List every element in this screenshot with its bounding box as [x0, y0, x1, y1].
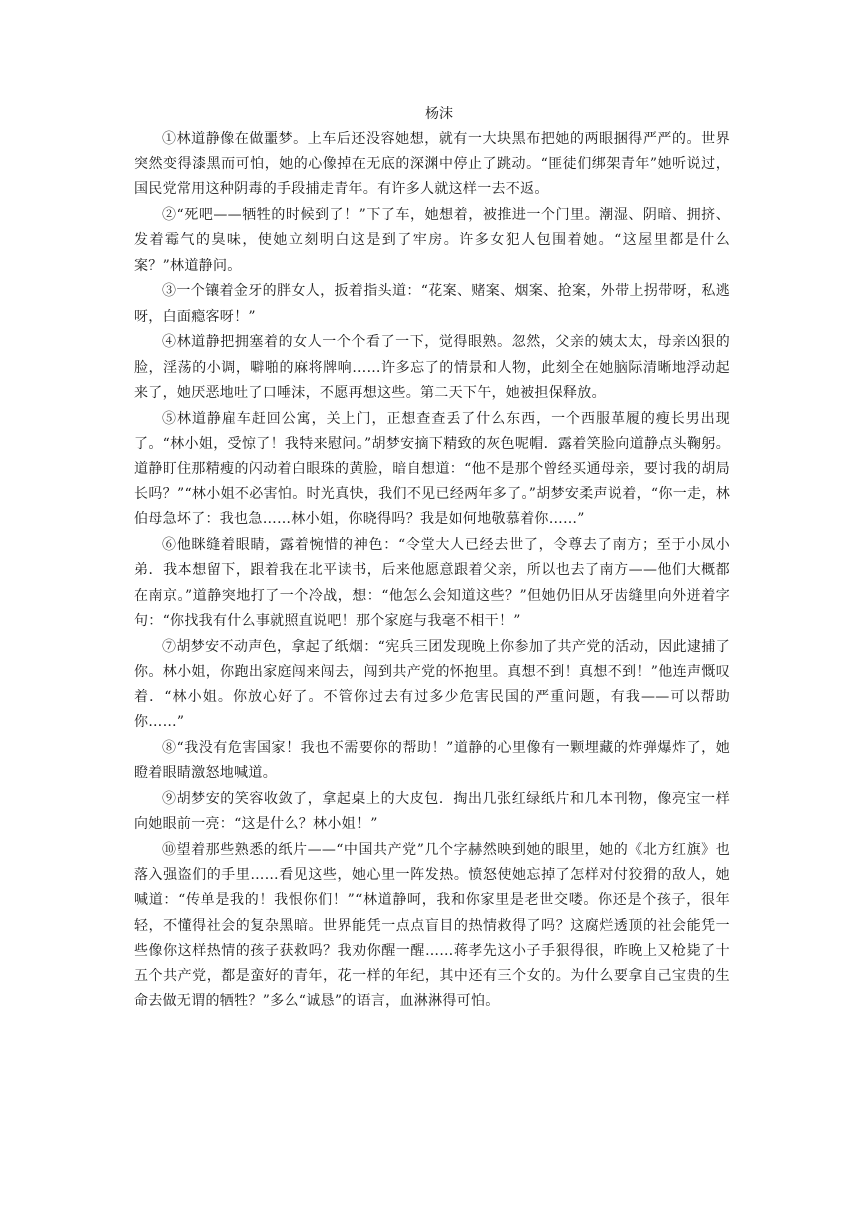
- paragraph-4: ④林道静把拥塞着的女人一个个看了一下，觉得眼熟。忽然，父亲的姨太太，母亲凶狠的脸，淫荡的小调，噼啪的麻将牌响……许多忘了的情景和人物，此刻全在她脑际清晰地浮动起来了，她厌恶地吐了口唾沫，不愿再想这些。第二天下午，她被担保释放。: [134, 334, 730, 401]
- paragraph-6: ⑥他眯缝着眼睛，露着惋惜的神色：“令堂大人已经去世了，令尊去了南方；至于小凤小弟．我本想留下，跟着我在北平读书，后来他愿意跟着父亲，所以也去了南方——他们大概都在南京。”道静突地打了一个冷战，想：“他怎么会知道这些？”但她仍旧从牙齿缝里向外迸着字句：“你找我有什么事就照直说吧！那个家庭与我毫不相干！”: [134, 537, 730, 629]
- paragraph-5: ⑤林道静雇车赶回公寓，关上门，正想查查丢了什么东西，一个西服革履的瘦长男出现了。“林小姐，受惊了！我特来慰问。”胡梦安摘下精致的灰色呢帽．露着笑脸向道静点头鞠躬。道静盯住那精瘦的闪动着白眼珠的黄脸，暗自想道：“他不是那个曾经买通母亲，要讨我的胡局长吗？”“林小姐不必害怕。时光真快，我们不见已经两年多了。”胡梦安柔声说着，“你一走，林伯母急坏了：我也急……林小姐，你晓得吗？我是如何地敬慕着你……”: [134, 410, 730, 528]
- paragraph-9: ⑨胡梦安的笑容收敛了，拿起桌上的大皮包．掏出几张红绿纸片和几本刊物，像亮宝一样向她眼前一亮：“这是什么？林小姐！”: [134, 791, 730, 833]
- paragraph-10: ⑩望着那些熟悉的纸片——“中国共产党”几个字赫然映到她的眼里，她的《北方红旗》也落入强盗们的手里……看见这些，她心里一阵发热。愤怒使她忘掉了怎样对付狡猾的敌人，她喊道：“传单是我的！我恨你们！”“林道静呵，我和你家里是老世交喽。你还是个孩子，很年轻，不懂得社会的复杂黑暗。世界能凭一点点盲目的热情救得了吗？这腐烂透顶的社会能凭一些像你这样热情的孩子获救吗？我劝你醒一醒……蒋孝先这小子手狠得很，昨晚上又枪毙了十五个共产党，都是蛮好的青年，花一样的年纪，其中还有三个女的。为什么要拿自己宝贵的生命去做无谓的牺牲？”多么“诚恳”的语言，血淋淋得可怕。: [134, 842, 730, 1010]
- document-page: [134, 104, 730, 1015]
- paragraph-7: ⑦胡梦安不动声色，拿起了纸烟：“宪兵三团发现晚上你参加了共产党的活动，因此逮捕了你。林小姐，你跑出家庭闯来闯去，闯到共产党的怀抱里。真想不到！真想不到！”他连声慨叹着．“林小姐。你放心好了。不管你过去有过多少危害民国的严重问题，有我——可以帮助你……”: [134, 638, 730, 731]
- author-name: 杨沫: [425, 106, 453, 122]
- paragraph-3: ③一个镶着金牙的胖女人，扳着指头道：“花案、赌案、烟案、抢案，外带上拐带呀，私逃呀，白面瘾客呀！”: [134, 283, 730, 325]
- paragraph-8: ⑧“我没有危害国家！我也不需要你的帮助！”道静的心里像有一颗埋藏的炸弹爆炸了，她瞪着眼睛激怒地喊道。: [134, 740, 730, 782]
- paragraph-1: ①林道静像在做噩梦。上车后还没容她想，就有一大块黑布把她的两眼捆得严严的。世界突然变得漆黑而可怕，她的心像掉在无底的深渊中停止了跳动。“匪徒们绑架青年”她听说过，国民党常用这种阴毒的手段捕走青年。有许多人就这样一去不返。: [134, 131, 730, 198]
- paragraph-2: ②“死吧——牺牲的时候到了！”下了车，她想着，被推进一个门里。潮湿、阴暗、拥挤、发着霉气的臭味，使她立刻明白这是到了牢房。许多女犯人包围着她。“这屋里都是什么案？”林道静问。: [134, 207, 730, 274]
- story-body: [134, 127, 730, 1014]
